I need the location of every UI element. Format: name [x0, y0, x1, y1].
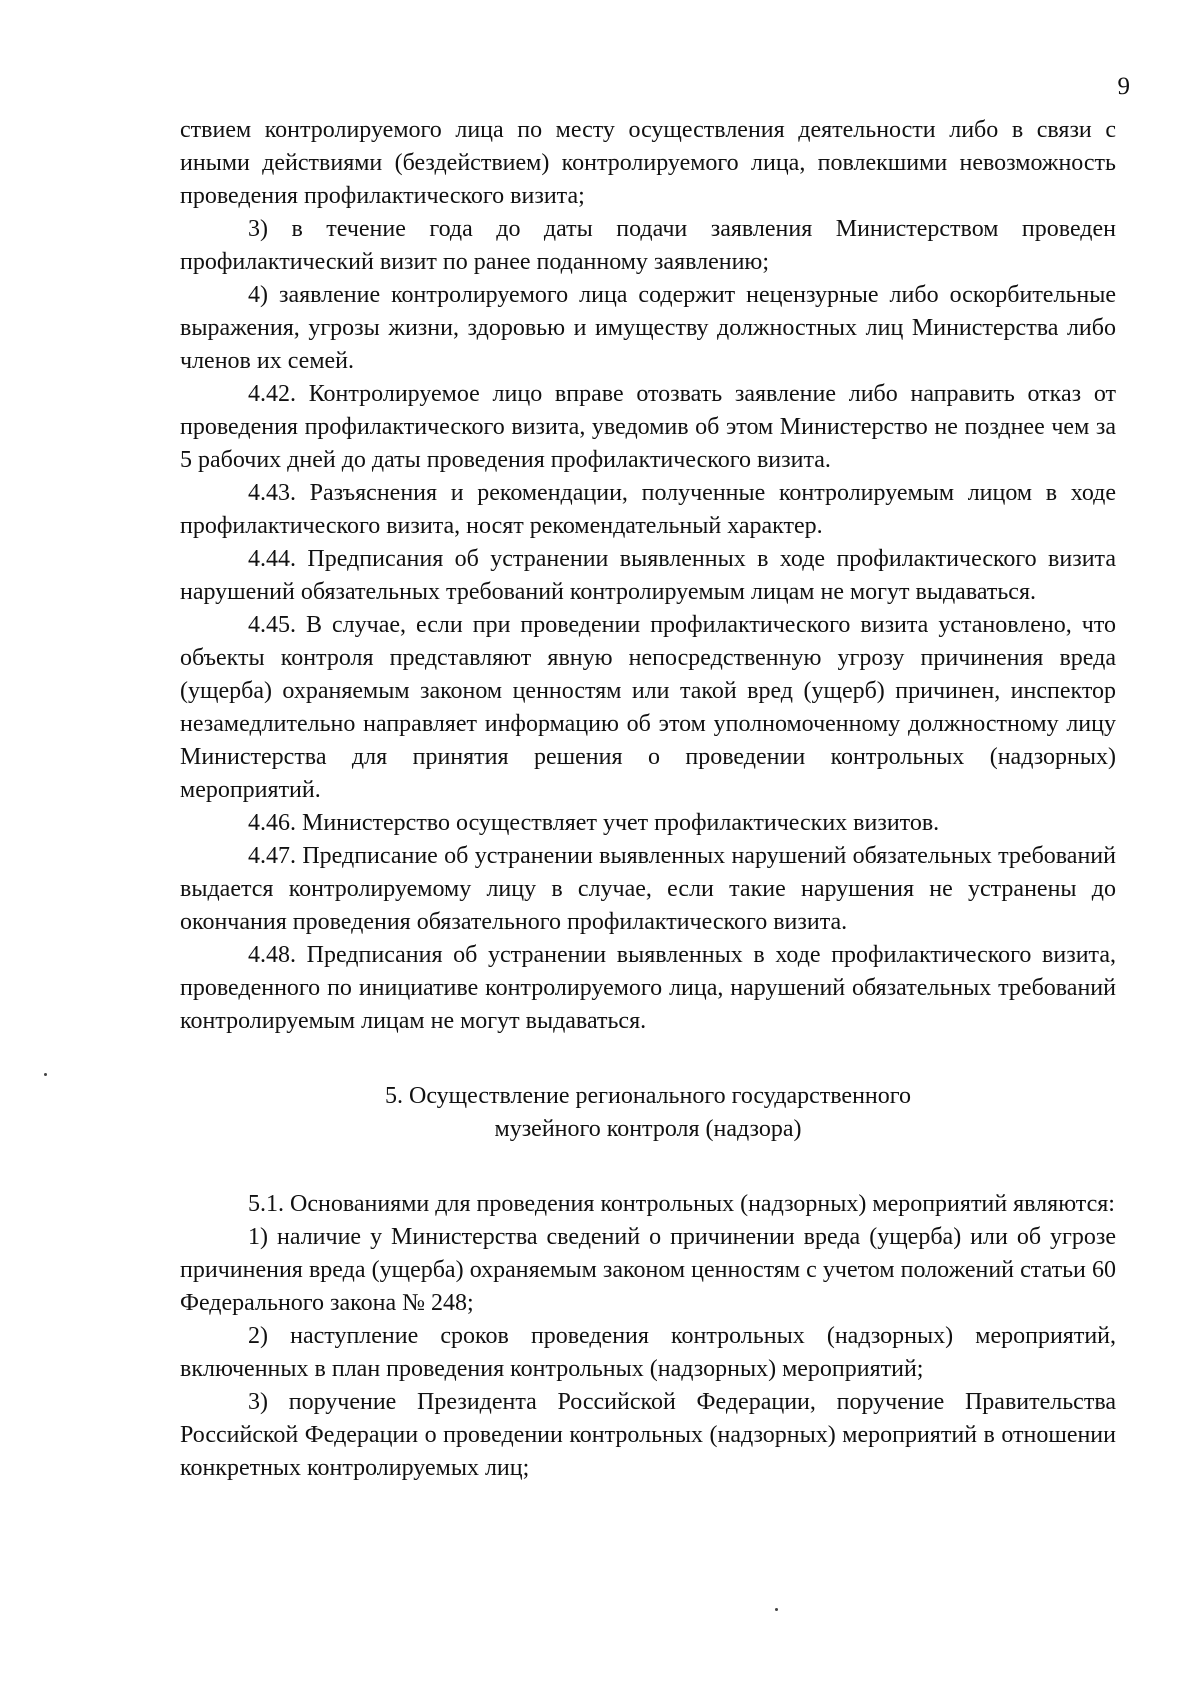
paragraph-4-43: 4.43. Разъяснения и рекомендации, полученные контролируемым лицом в ходе профилактического визита, носят рекомендательный характер.: [180, 480, 1116, 539]
section-heading-line-1: 5. Осуществление регионального государственного: [384, 1083, 912, 1109]
paragraph-4-46: 4.46. Министерство осуществляет учет профилактических визитов.: [248, 810, 940, 836]
document-body: [180, 114, 1116, 1485]
scan-speck: [775, 1608, 778, 1611]
paragraph-basis-1: 1) наличие у Министерства сведений о причинении вреда (ущерба) или об угрозе причинения вреда (ущерба) охраняемым законом ценностям с учетом положений статьи 60 Федерального закона № 248;: [180, 1224, 1116, 1316]
paragraph-4-44: 4.44. Предписания об устранении выявленных в ходе профилактического визита нарушений обязательных требований контролируемым лицам не могут выдаваться.: [180, 546, 1116, 605]
paragraph-item-3: 3) в течение года до даты подачи заявления Министерством проведен профилактический визит по ранее поданному заявлению;: [180, 216, 1116, 275]
scan-speck: [44, 1073, 47, 1076]
paragraph-4-45: 4.45. В случае, если при проведении профилактического визита установлено, что объекты контроля представляют явную непосредственную угрозу причинения вреда (ущерба) охраняемым законом ценностям или такой вред (ущерб) причинен, инспектор незамедлительно направляет информацию об этом уполномоченному должностному лицу Министерства для принятия решения о проведении контрольных (надзорных) мероприятий.: [180, 612, 1116, 803]
paragraph-5-1: 5.1. Основаниями для проведения контрольных (надзорных) мероприятий являются:: [248, 1191, 1115, 1217]
paragraph-basis-3: 3) поручение Президента Российской Федерации, поручение Правительства Российской Федерации о проведении контрольных (надзорных) мероприятий в отношении конкретных контролируемых лиц;: [180, 1389, 1116, 1481]
paragraph-continuation: ствием контролируемого лица по месту осуществления деятельности либо в связи с иными действиями (бездействием) контролируемого лица, повлекшими невозможность проведения профилактического визита;: [180, 117, 1116, 209]
section-heading: [180, 1080, 1116, 1146]
page-number: 9: [1117, 73, 1130, 100]
section-heading-line-2: музейного контроля (надзора): [494, 1116, 802, 1142]
paragraph-basis-2: 2) наступление сроков проведения контрольных (надзорных) мероприятий, включенных в план проведения контрольных (надзорных) мероприятий;: [180, 1323, 1116, 1382]
paragraph-item-4: 4) заявление контролируемого лица содержит нецензурные либо оскорбительные выражения, угрозы жизни, здоровью и имуществу должностных лиц Министерства либо членов их семей.: [180, 282, 1116, 374]
paragraph-4-48: 4.48. Предписания об устранении выявленных в ходе профилактического визита, проведенного по инициативе контролируемого лица, нарушений обязательных требований контролируемым лицам не могут выдаваться.: [180, 942, 1116, 1034]
paragraph-4-42: 4.42. Контролируемое лицо вправе отозвать заявление либо направить отказ от проведения профилактического визита, уведомив об этом Министерство не позднее чем за 5 рабочих дней до даты проведения профилактического визита.: [180, 381, 1116, 473]
paragraph-4-47: 4.47. Предписание об устранении выявленных нарушений обязательных требований выдается контролируемому лицу в случае, если такие нарушения не устранены до окончания проведения обязательного профилактического визита.: [180, 843, 1116, 935]
